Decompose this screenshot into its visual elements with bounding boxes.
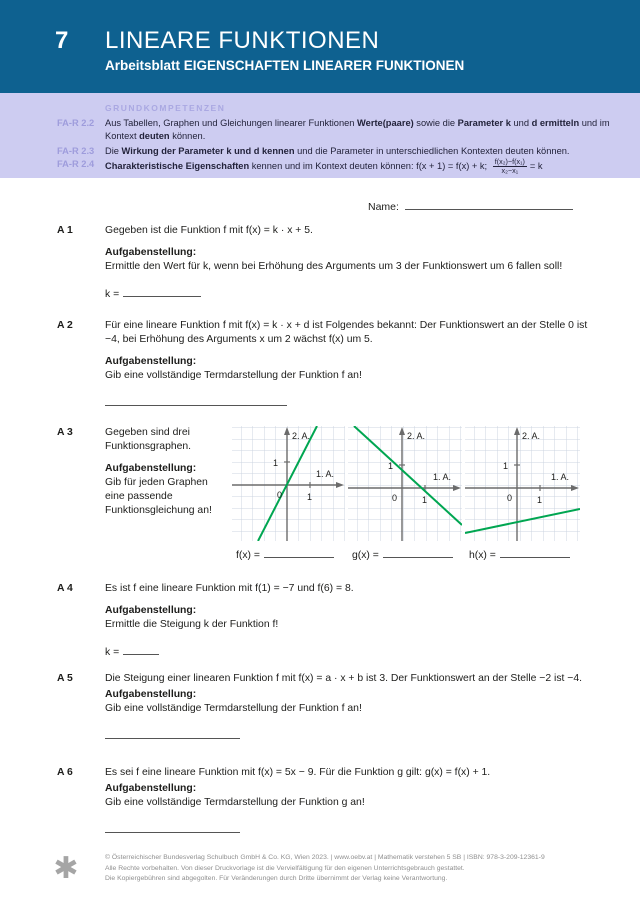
graph-g	[348, 426, 462, 561]
task-intro: Gegeben sind drei Funktionsgraphen.	[105, 427, 192, 452]
task-intro: Die Steigung einer linearen Funktion f mit f(x) = a · x + b ist 3. Der Funktionswert an der Stelle −2 ist −4.	[105, 673, 583, 684]
task-answer	[105, 822, 591, 838]
answer-blank-line	[500, 547, 570, 558]
name-blank-line	[405, 199, 573, 210]
competency-code: FA-R 2.4	[57, 159, 95, 169]
grid	[348, 426, 462, 541]
task-intro: Es sei f eine lineare Funktion mit f(x) = 5x − 9. Für die Funktion g gilt: g(x) = f(x) + 1.	[105, 767, 491, 778]
task-body: Gib eine vollständige Termdarstellung der Funktion f an!	[105, 703, 362, 714]
answer-blank-line	[105, 395, 287, 406]
name-row	[368, 199, 573, 213]
header-band	[0, 0, 640, 93]
footer-fees-line: Die Kopiergebühren sind abgegolten. Für Veränderungen durch Dritte übernimmt der Verlag keine Verantwortung.	[105, 875, 448, 882]
answer-blank-line	[105, 728, 240, 739]
task-label: A 2	[57, 320, 73, 331]
answer-blank-line	[123, 286, 201, 297]
chapter-number: 7	[55, 27, 69, 54]
graph-h-plot	[465, 426, 580, 541]
answer-blank-line	[105, 822, 240, 833]
y-tick-label: 1	[503, 461, 509, 471]
x-tick-label: 1	[422, 495, 428, 505]
task-heading: Aufgabenstellung:	[105, 783, 197, 794]
name-label: Name:	[368, 201, 399, 213]
competency-code: FA-R 2.2	[57, 118, 95, 128]
origin-label: 0	[277, 490, 283, 500]
answer-blank-line	[264, 547, 334, 558]
task-intro: Gegeben ist die Funktion f mit f(x) = k · x + 5.	[105, 225, 313, 236]
competency-code: FA-R 2.3	[57, 146, 95, 156]
task-answer: k =	[105, 644, 591, 660]
task-heading: Aufgabenstellung:	[105, 356, 197, 367]
task-label: A 3	[57, 427, 73, 438]
graph-h-answer: h(x) =	[469, 547, 570, 563]
task-body: Ermittle die Steigung k der Funktion f!	[105, 619, 279, 630]
task-label: A 6	[57, 767, 73, 778]
grid	[465, 426, 580, 541]
y-axis-label: 2. A.	[522, 431, 541, 441]
y-tick-label: 1	[388, 461, 394, 471]
task-body: Gib eine vollständige Termdarstellung der Funktion f an!	[105, 370, 362, 381]
task-answer	[105, 395, 591, 411]
task-answer: k =	[105, 286, 591, 302]
x-axis-label: 1. A.	[551, 472, 570, 482]
chapter-title: LINEARE FUNKTIONEN	[105, 27, 380, 54]
task-label: A 4	[57, 583, 73, 594]
graph-g-answer: g(x) =	[352, 547, 453, 563]
y-tick-label: 1	[273, 458, 279, 468]
competency-text: Aus Tabellen, Graphen und Gleichungen linearer Funktionen Werte(paare) sowie die Parameter k und d ermitteln und im Kontext deuten können.	[105, 118, 610, 141]
graph-f-plot	[232, 426, 345, 541]
task-label: A 1	[57, 225, 73, 236]
task-heading: Aufgabenstellung:	[105, 689, 197, 700]
task-intro: Für eine lineare Funktion f mit f(x) = k · x + d ist Folgendes bekannt: Der Funktionswert an der Stelle 0 ist −4, bei Erhöhung des Arguments x um 2 wächst f(x) um 5.	[105, 320, 588, 345]
x-axis-label: 1. A.	[433, 472, 452, 482]
graph-h	[465, 426, 580, 561]
graph-f-answer: f(x) =	[236, 547, 334, 563]
x-tick-label: 1	[307, 492, 313, 502]
task-heading: Aufgabenstellung:	[105, 247, 197, 258]
task-body: Gib eine vollständige Termdarstellung der Funktion g an!	[105, 797, 365, 808]
task-body: Ermittle den Wert für k, wenn bei Erhöhung des Arguments um 3 der Funktionswert um 6 fallen soll!	[105, 261, 563, 272]
origin-label: 0	[507, 493, 513, 503]
graph-f	[232, 426, 345, 561]
x-axis-label: 1. A.	[316, 469, 335, 479]
graph-g-plot	[348, 426, 462, 541]
task-answer	[105, 728, 597, 744]
task-body: Gib für jeden Graphen eine passende Funktionsgleichung an!	[105, 477, 212, 516]
footer-copyright-line: © Österreichischer Bundesverlag Schulbuch GmbH & Co. KG, Wien 2023. | www.oebv.at | Mathematik verstehen 5 SB | ISBN: 978-3-209-12361-9	[105, 854, 545, 861]
task-label: A 5	[57, 673, 73, 684]
competency-text: Die Wirkung der Parameter k und d kennen und die Parameter in unterschiedlichen Kontexten deuten können.	[105, 146, 570, 156]
origin-label: 0	[392, 493, 398, 503]
worksheet-subtitle: Arbeitsblatt EIGENSCHAFTEN LINEARER FUNKTIONEN	[105, 58, 465, 73]
footer-rights-line: Alle Rechte vorbehalten. Von dieser Druckvorlage ist die Vervielfältigung für den eigenen Unterrichtsgebrauch gestattet.	[105, 864, 465, 872]
fraction: $\frac{\text{f(x₂)−f(x₁)}}{\text{x₂−x₁}}$	[494, 157, 525, 175]
y-axis-label: 2. A.	[407, 431, 426, 441]
oebv-logo-icon: ✱	[53, 852, 79, 885]
y-axis-label: 2. A.	[292, 431, 311, 441]
competencies-band	[0, 93, 640, 178]
task-heading: Aufgabenstellung:	[105, 463, 197, 474]
answer-blank-line	[383, 547, 453, 558]
x-tick-label: 1	[537, 495, 543, 505]
competency-text: Charakteristische Eigenschaften kennen und im Kontext deuten können: f(x + 1) = f(x) + k; $\frac{\text{f(x₂)−f(x₁)}}{\text{x₂−x₁}}$ = k	[105, 157, 543, 175]
task-intro: Es ist f eine lineare Funktion mit f(1) = −7 und f(6) = 8.	[105, 583, 354, 594]
task-heading: Aufgabenstellung:	[105, 605, 197, 616]
answer-blank-line	[123, 644, 159, 655]
competencies-heading: GRUNDKOMPETENZEN	[105, 103, 226, 113]
